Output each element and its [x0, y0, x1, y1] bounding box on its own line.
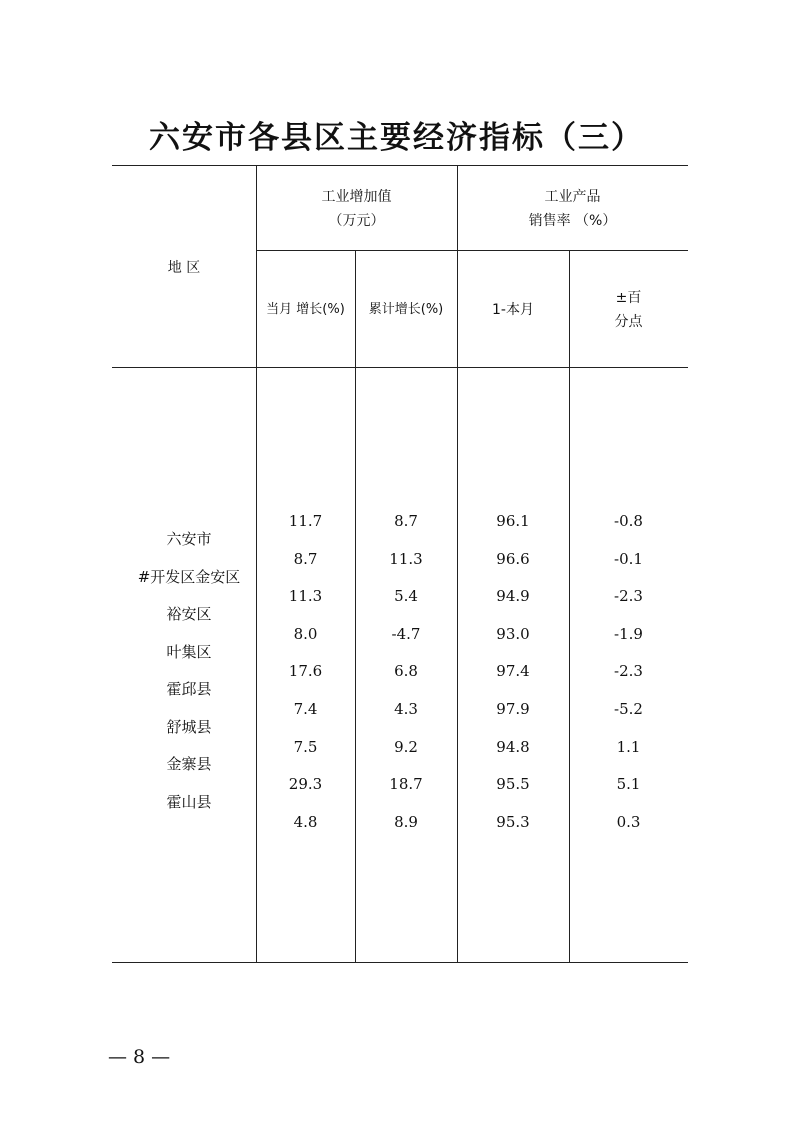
header-product-sales-rate-unit: 销售率 （%） — [528, 213, 617, 229]
header-product-sales-rate — [457, 185, 688, 233]
table-cell: 7.5 — [293, 737, 318, 756]
table-cell: 94.9 — [496, 587, 530, 606]
header-mid-rule — [256, 250, 688, 251]
table-cell: 11.3 — [288, 587, 323, 606]
header-industrial-value-added — [256, 185, 457, 233]
table-cell: 8.7 — [394, 512, 418, 530]
header-pct-points-line1: ±百 — [615, 290, 642, 306]
table-cell: -2.3 — [614, 587, 643, 606]
table-cell: 4.3 — [394, 699, 418, 718]
table-cell: -1.9 — [614, 624, 643, 643]
table-cell: 97.4 — [496, 662, 530, 681]
table-cell: -4.7 — [391, 624, 421, 643]
table-cell: -2.3 — [614, 662, 643, 681]
page-title: 六安市各县区主要经济指标（三） — [149, 120, 644, 156]
header-pct-points-line2: 分点 — [614, 314, 643, 330]
page-number: — 8 — — [108, 1046, 171, 1068]
table-cell: 8.9 — [394, 812, 418, 831]
table-cell: 95.5 — [496, 775, 530, 794]
region-name: 裕安区 — [166, 605, 212, 623]
table-cell: 94.8 — [496, 737, 530, 756]
header-ytd: 1-本月 — [492, 302, 534, 318]
table-cell: 5.4 — [394, 587, 418, 606]
region-name: 霍邱县 — [166, 680, 212, 698]
column-monthly-growth — [256, 503, 355, 841]
table-cell: 8.0 — [293, 624, 318, 643]
table-cell: 5.1 — [616, 775, 641, 794]
table-cell: 93.0 — [496, 624, 530, 643]
region-name: 舒城县 — [166, 717, 212, 736]
region-name: 叶集区 — [166, 642, 212, 661]
header-bottom-rule — [112, 367, 688, 368]
header-product-sales-rate-label: 工业产品 — [544, 189, 601, 205]
region-name: 金寨县 — [166, 755, 212, 773]
table-cell: -0.8 — [614, 512, 643, 530]
table-cell: 0.3 — [616, 812, 641, 831]
region-name: #开发区金安区 — [137, 567, 241, 586]
table-cell: 95.3 — [496, 812, 530, 831]
table-cell: 18.7 — [389, 775, 423, 794]
table-cell: -5.2 — [614, 699, 643, 718]
table-cell: 11.3 — [389, 549, 423, 568]
table-cell: 97.9 — [496, 699, 530, 718]
header-monthly-growth: 当月 增长(%) — [266, 302, 345, 317]
table-cell: 6.8 — [394, 662, 418, 681]
header-industrial-value-added-label: 工业增加值 — [321, 189, 392, 205]
table-cell: -0.1 — [614, 549, 643, 568]
table-cell: 29.3 — [288, 775, 323, 794]
table-cell: 96.6 — [496, 549, 530, 568]
column-cumulative-growth — [355, 503, 457, 841]
header-cumulative-growth: 累计增长(%) — [368, 302, 444, 317]
table-top-rule — [112, 165, 688, 166]
table-cell: 4.8 — [293, 812, 318, 831]
column-pct-point-change — [569, 503, 688, 841]
table-cell: 8.7 — [293, 549, 318, 568]
table-cell: 11.7 — [288, 512, 323, 530]
table-cell: 7.4 — [293, 699, 318, 718]
header-industrial-value-added-unit: （万元） — [328, 213, 385, 229]
region-name: 霍山县 — [166, 792, 212, 811]
table-cell: 1.1 — [616, 737, 641, 756]
column-ytd-sales-rate — [457, 503, 569, 841]
region-name: 六安市 — [166, 530, 212, 548]
table-cell: 9.2 — [394, 737, 418, 756]
table-cell: 17.6 — [288, 662, 323, 681]
region-list — [112, 521, 266, 821]
table-bottom-rule — [112, 962, 688, 963]
table-cell: 96.1 — [496, 512, 530, 530]
header-pct-points — [569, 286, 688, 334]
header-region: 地 区 — [167, 260, 201, 276]
